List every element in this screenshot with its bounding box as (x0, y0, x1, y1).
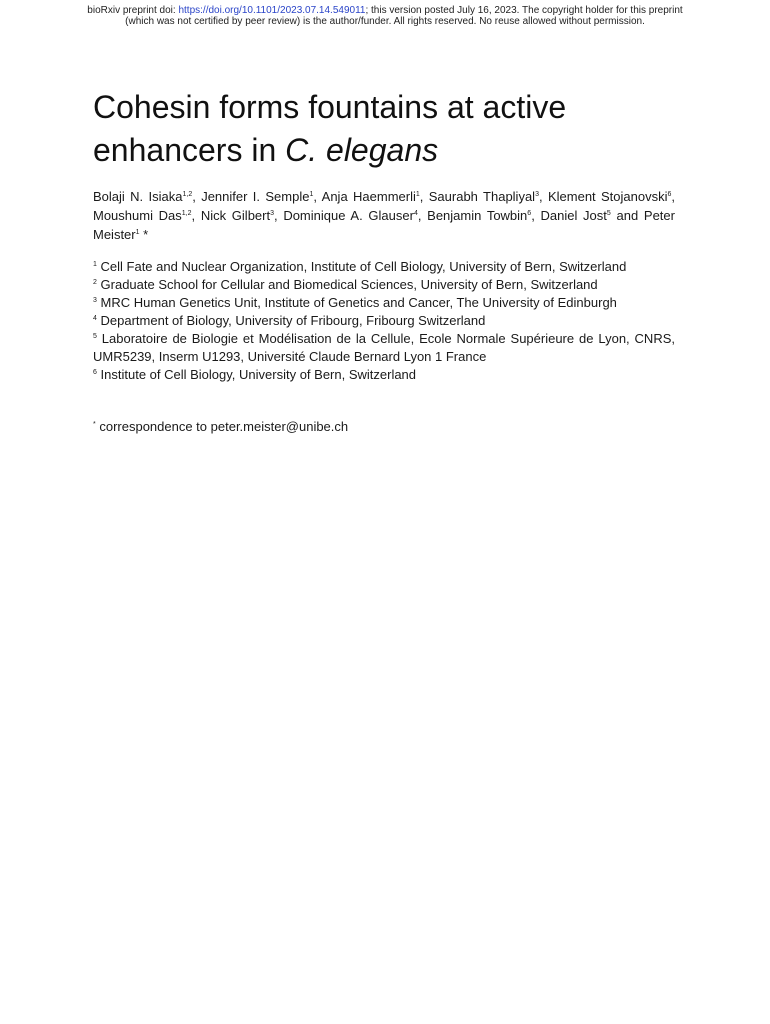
preprint-banner (0, 5, 770, 27)
author-separator: , (531, 208, 541, 223)
affiliation-list (93, 258, 675, 384)
paper-title (93, 86, 713, 172)
author-name: Anja Haemmerli (321, 189, 416, 204)
author-affiliation-mark: 1 (415, 191, 420, 198)
author-name: Moushumi Das (93, 208, 182, 223)
affiliation-number: 4 (93, 315, 97, 322)
affiliation-text: Cell Fate and Nuclear Organization, Institute of Cell Biology, University of Bern, Switzerland (96, 259, 627, 274)
affiliation-item (93, 312, 675, 330)
author-affiliation-mark: 4 (413, 210, 418, 217)
author-separator: , (417, 208, 428, 223)
banner-prefix: bioRxiv preprint doi: (87, 5, 179, 16)
title-line-1: Cohesin forms fountains at active (93, 89, 567, 125)
doi-link[interactable]: https://doi.org/10.1101/2023.07.14.549011 (178, 5, 366, 16)
affiliation-text: Institute of Cell Biology, University of Bern, Switzerland (96, 367, 417, 382)
author-separator: * (139, 227, 149, 242)
author-separator: , (671, 189, 676, 204)
author-list (93, 187, 675, 244)
author-name: Bolaji N. Isiaka (93, 189, 183, 204)
title-species: C. elegans (285, 132, 439, 168)
affiliation-item (93, 276, 675, 294)
author-name: Klement Stojanovski (547, 189, 668, 204)
author-affiliation-mark: 1,2 (181, 210, 192, 217)
author-name: Daniel Jost (540, 208, 607, 223)
author-separator: and (610, 208, 644, 223)
author-affiliation-mark: 5 (606, 210, 611, 217)
author-affiliation-mark: 1 (135, 229, 140, 236)
author-name: Peter Meister (93, 208, 675, 242)
affiliation-number: 5 (93, 333, 97, 340)
author-name: Benjamin Towbin (427, 208, 528, 223)
affiliation-item (93, 330, 675, 366)
author-affiliation-mark: 6 (527, 210, 532, 217)
author-affiliation-mark: 3 (270, 210, 274, 217)
affiliation-item (93, 294, 675, 312)
affiliation-number: 3 (93, 297, 97, 304)
author-affiliation-mark: 1,2 (182, 191, 193, 198)
banner-line-1 (0, 5, 770, 16)
affiliation-number: 6 (93, 369, 97, 376)
author-separator: , (191, 208, 201, 223)
affiliation-text: MRC Human Genetics Unit, Institute of Genetics and Cancer, The University of Edinburgh (96, 295, 617, 310)
correspondence-text: correspondence to peter.meister@unibe.ch (95, 419, 349, 434)
author-name: Saurabh Thapliyal (428, 189, 536, 204)
author-separator: , (274, 208, 284, 223)
correspondence-mark: * (93, 421, 96, 428)
author-name: Jennifer I. Semple (201, 189, 310, 204)
affiliation-text: Laboratoire de Biologie et Modélisation de la Cellule, Ecole Normale Supérieure de Lyon, CNRS, UMR5239, Inserm U1293, Université Claude Bernard Lyon 1 France (93, 331, 675, 364)
affiliation-text: Department of Biology, University of Fribourg, Fribourg Switzerland (96, 313, 486, 328)
banner-suffix: ; this version posted July 16, 2023. The copyright holder for this preprint (365, 5, 683, 16)
affiliation-item (93, 366, 675, 384)
author-name: Nick Gilbert (200, 208, 271, 223)
author-separator: , (192, 189, 202, 204)
title-line-2: enhancers in (93, 132, 286, 168)
author-affiliation-mark: 1 (309, 191, 314, 198)
author-separator: , (313, 189, 322, 204)
affiliation-number: 1 (93, 261, 97, 268)
author-separator: , (419, 189, 429, 204)
affiliation-number: 2 (93, 279, 97, 286)
author-affiliation-mark: 3 (535, 191, 539, 198)
author-name: Dominique A. Glauser (283, 208, 414, 223)
author-affiliation-mark: 6 (667, 191, 672, 198)
affiliation-item (93, 258, 675, 276)
banner-line-2: (which was not certified by peer review) is the author/funder. All rights reserved. No reuse allowed without permission. (125, 16, 645, 27)
correspondence (93, 418, 675, 436)
author-separator: , (538, 189, 548, 204)
affiliation-text: Graduate School for Cellular and Biomedical Sciences, University of Bern, Switzerland (96, 277, 598, 292)
